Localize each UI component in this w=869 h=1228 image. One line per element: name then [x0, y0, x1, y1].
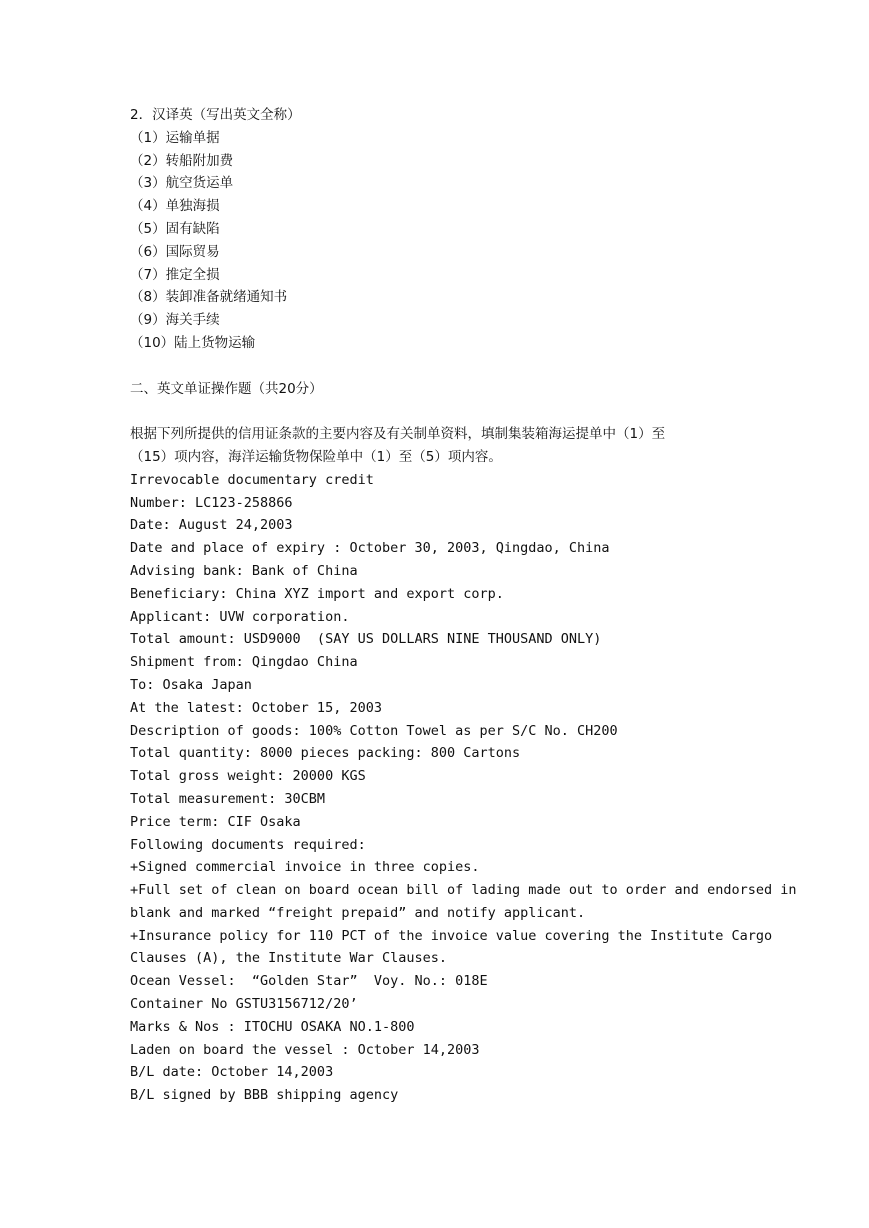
- credit-line: Beneficiary: China XYZ import and export corp.: [130, 585, 504, 602]
- credit-line: Number: LC123-258866: [130, 494, 293, 511]
- credit-line: Laden on board the vessel : October 14,2003: [130, 1041, 480, 1058]
- credit-line: Following documents required:: [130, 836, 366, 853]
- credit-line: B/L date: October 14,2003: [130, 1064, 334, 1081]
- credit-line: Total measurement: 30CBM: [130, 790, 326, 807]
- credit-line: Total quantity: 8000 pieces packing: 800 Cartons: [130, 745, 521, 762]
- list-item: （3）航空货运单: [130, 175, 234, 192]
- credit-terms: [130, 469, 797, 1107]
- list-item: （6）国际贸易: [130, 243, 220, 260]
- list-item: （8）装卸准备就绪通知书: [130, 289, 288, 306]
- credit-line: B/L signed by BBB shipping agency: [130, 1087, 399, 1104]
- list-item: （10）陆上货物运输: [130, 334, 256, 351]
- credit-line: To: Osaka Japan: [130, 676, 252, 693]
- credit-line: blank and marked “freight prepaid” and notify applicant.: [130, 904, 586, 921]
- credit-line: At the latest: October 15, 2003: [130, 699, 382, 716]
- instruction-text: （15）项内容，海洋运输货物保险单中（1）至（5）项内容。: [130, 448, 502, 465]
- list-item: （5）固有缺陷: [130, 220, 220, 237]
- credit-line: Advising bank: Bank of China: [130, 562, 358, 579]
- spacer: [130, 400, 750, 423]
- credit-line: +Insurance policy for 110 PCT of the invoice value covering the Institute Cargo: [130, 927, 773, 944]
- credit-line: Shipment from: Qingdao China: [130, 654, 358, 671]
- spacer: [130, 355, 750, 378]
- credit-line: +Full set of clean on board ocean bill of lading made out to order and endorsed in: [130, 882, 797, 899]
- document-page: [130, 104, 797, 1107]
- list-item: （9）海关手续: [130, 312, 220, 329]
- credit-line: Ocean Vessel: “Golden Star” Voy. No.: 018E: [130, 973, 488, 990]
- credit-line: Date: August 24,2003: [130, 517, 293, 534]
- credit-line: Clauses (A), the Institute War Clauses.: [130, 950, 447, 967]
- list-item: （4）单独海损: [130, 198, 220, 215]
- section-heading: 2．汉译英（写出英文全称）: [130, 107, 301, 123]
- credit-line: Marks & Nos : ITOCHU OSAKA NO.1-800: [130, 1018, 415, 1035]
- credit-line: Description of goods: 100% Cotton Towel as per S/C No. CH200: [130, 722, 618, 739]
- credit-line: Total amount: USD9000 (SAY US DOLLARS NINE THOUSAND ONLY): [130, 631, 602, 648]
- credit-line: Date and place of expiry : October 30, 2003, Qingdao, China: [130, 540, 610, 557]
- list-item: （1）运输单据: [130, 129, 220, 146]
- credit-line: Total gross weight: 20000 KGS: [130, 768, 366, 785]
- list-item: （2）转船附加费: [130, 152, 234, 169]
- credit-line: Price term: CIF Osaka: [130, 813, 301, 830]
- credit-line: Container No GSTU3156712/20’: [130, 996, 358, 1013]
- credit-line: Irrevocable documentary credit: [130, 471, 374, 488]
- part-heading: 二、英文单证操作题（共20分）: [130, 380, 323, 397]
- list-item: （7）推定全损: [130, 266, 220, 283]
- instruction-text: 根据下列所提供的信用证条款的主要内容及有关制单资料，填制集装箱海运提单中（1）至: [130, 426, 666, 443]
- credit-line: Applicant: UVW corporation.: [130, 608, 350, 625]
- translation-items-list: [130, 127, 750, 355]
- credit-line: +Signed commercial invoice in three copies.: [130, 859, 480, 876]
